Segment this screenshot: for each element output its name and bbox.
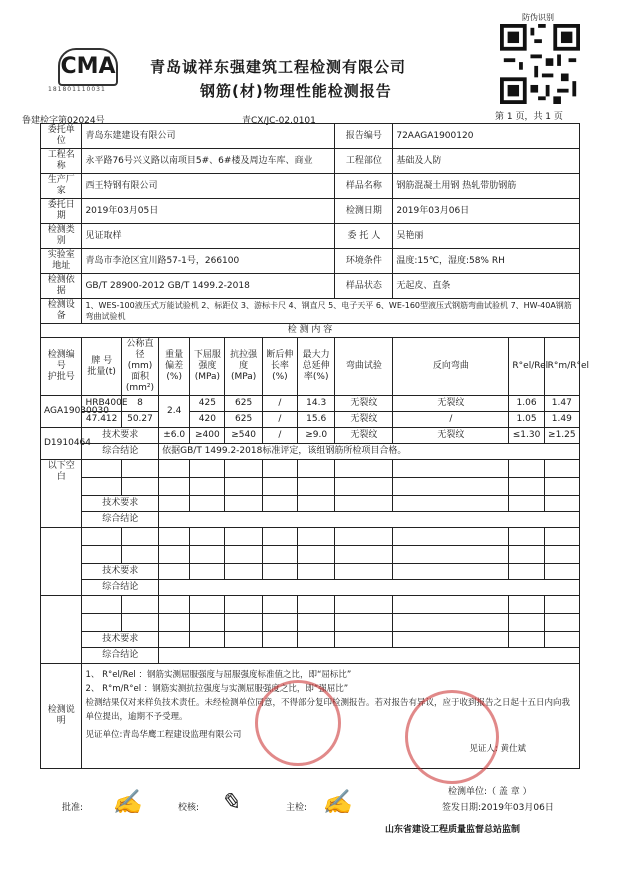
col-ratio2: R°m/R°el [544, 338, 579, 396]
col-maxel: 最大力总延伸率(%) [298, 338, 335, 396]
state-label: 样品状态 [335, 274, 393, 299]
lab-address-label: 实验室地址 [41, 249, 82, 274]
row1-maxel: 14.3 [298, 396, 335, 412]
sample-value: 钢筋混凝土用钢 热轧带肋钢筋 [393, 174, 580, 199]
row2-ratio1: 1.05 [509, 412, 544, 428]
blank-label: 以下空白 [41, 460, 82, 528]
state-value: 无起皮、直条 [393, 274, 580, 299]
report-no-value: 72AAGA1900120 [393, 124, 580, 149]
req-maxel: ≥9.0 [298, 428, 335, 444]
report-table [40, 123, 589, 769]
row1-yield: 425 [190, 396, 225, 412]
col-area: 面积(mm²) [125, 372, 155, 393]
sample-dia: 8 [121, 396, 158, 412]
company-title: 青岛诚祥东强建筑工程检测有限公司 [150, 58, 407, 76]
comp-concl-label: 综合结论 [82, 580, 159, 596]
test-date-value: 2019年03月06日 [393, 199, 580, 224]
cma-logo-code: 181801110031 [48, 86, 106, 93]
category-label: 检测类别 [41, 224, 82, 249]
project-value: 永平路76号兴义路以南项目5#、6#楼及周边车库、商业 [82, 149, 335, 174]
entrustor-label: 委 托 人 [335, 224, 393, 249]
part-value: 基础及人防 [393, 149, 580, 174]
test-unit: 检测单位:（ 盖 章 ） [448, 787, 532, 797]
form-number: 青CX/JC-02.0101 [242, 116, 316, 126]
col-grade: 牌 号 [91, 355, 113, 366]
cma-logo: CMA [58, 48, 118, 86]
test-date-label: 检测日期 [335, 199, 393, 224]
lab-address-value: 青岛市李沧区宜川路57-1号，266100 [82, 249, 335, 274]
maker-label: 生产厂家 [41, 174, 82, 199]
col-bend: 弯曲试验 [335, 338, 393, 396]
witness-unit: 见证单位:青岛华鹰工程建设监理有限公司 [85, 730, 242, 740]
tech-req-label: 技术要求 [82, 632, 159, 648]
check-signature: ✎ [220, 788, 241, 816]
entrustor-value: 吴艳丽 [393, 224, 580, 249]
remark-3: 检测结果仅对来样负技术责任。未经检测单位同意，不得部分复印检测报告。若对报告有异议，应于收到报告之日起十五日内向我单位提出，逾期不予受理。 [85, 698, 570, 722]
remark-1: 1、 R°el/Rel ：钢筋实测屈服强度与屈服强度标准值之比，即“屈标比” [85, 670, 352, 680]
col-rebend: 反向弯曲 [393, 338, 509, 396]
row1-tensile: 625 [225, 396, 262, 412]
page-info: 第 1 页，共 1 页 [495, 112, 563, 122]
comp-concl-label: 综合结论 [82, 648, 159, 664]
req-elong: / [262, 428, 297, 444]
sample-label: 样品名称 [335, 174, 393, 199]
col-batch: 批量(t) [87, 366, 116, 377]
col-dia: 公称直径(mm) [126, 339, 154, 371]
req-rebend: 无裂纹 [393, 428, 509, 444]
sample-stub: D1910464 [41, 428, 82, 460]
sample-mass: 2.4 [159, 396, 190, 428]
entrust-date-value: 2019年03月05日 [82, 199, 335, 224]
report-title: 钢筋(材)物理性能检测报告 [200, 82, 392, 100]
sample-grade: HRB400E [82, 396, 121, 412]
supervisor: 山东省建设工程质量监督总站监制 [385, 825, 521, 835]
maker-value: 西王特钢有限公司 [82, 174, 335, 199]
req-yield: ≥400 [190, 428, 225, 444]
sample-area: 50.27 [121, 412, 158, 428]
seal-stamp [255, 680, 341, 766]
row1-bend: 无裂纹 [335, 396, 393, 412]
approve-signature: ✍ [112, 788, 142, 816]
check-label: 校核: [178, 803, 200, 813]
basis-value: GB/T 28900-2012 GB/T 1499.2-2018 [82, 274, 335, 299]
row2-maxel: 15.6 [298, 412, 335, 428]
remark-2: 2、 R°m/R°el ：钢筋实测抗拉强度与实测屈服强度之比，即“强屈比” [85, 684, 349, 694]
report-no-label: 报告编号 [335, 124, 393, 149]
req-ratio2: ≥1.25 [544, 428, 579, 444]
env-value: 温度:15℃，湿度:58% RH [393, 249, 580, 274]
part-label: 工程部位 [335, 149, 393, 174]
seal-stamp [405, 690, 499, 784]
row2-ratio2: 1.49 [544, 412, 579, 428]
qr-label: 防伪识别 [522, 13, 554, 22]
req-mass: ±6.0 [159, 428, 190, 444]
row2-tensile: 625 [225, 412, 262, 428]
tech-req-label: 技术要求 [82, 496, 159, 512]
env-label: 环境条件 [335, 249, 393, 274]
issue-date: 签发日期:2019年03月06日 [442, 803, 554, 813]
remarks-label: 检测说明 [41, 664, 82, 769]
col-stub: 护批号 [47, 372, 75, 382]
col-no: 检测编号 [47, 350, 75, 371]
col-yield: 下屈服强度(MPa) [190, 338, 225, 396]
row2-yield: 420 [190, 412, 225, 428]
sample-batch: 47.412 [82, 412, 121, 428]
project-label: 工程名称 [41, 149, 82, 174]
row1-ratio1: 1.06 [509, 396, 544, 412]
col-elong: 断后伸长率(%) [262, 338, 297, 396]
col-ratio1: R°el/Rel [509, 338, 544, 396]
review-signature: ✍ [322, 788, 352, 816]
req-ratio1: ≤1.30 [509, 428, 544, 444]
req-label: 技术要求 [82, 428, 159, 444]
entrust-date-label: 委托日期 [41, 199, 82, 224]
req-tensile: ≥540 [225, 428, 262, 444]
category-value: 见证取样 [82, 224, 335, 249]
row2-elong: / [262, 412, 297, 428]
concl-value: 依据GB/T 1499.2-2018标准评定，该组钢筋所检项目合格。 [159, 444, 580, 460]
row1-rebend: 无裂纹 [393, 396, 509, 412]
review-label: 主检: [286, 803, 308, 813]
equipment-value: 1、WES-100液压式万能试验机 2、标距仪 3、游标卡尺 4、钢直尺 5、电子天平 6、WE-160型液压式钢筋弯曲试验机 7、HW-40A钢筋弯曲试验机 [82, 299, 580, 324]
basis-label: 检测依据 [41, 274, 82, 299]
witness-person: 见证人: 黄仕斌 [469, 744, 526, 754]
approve-label: 批准: [62, 803, 84, 813]
col-tensile: 抗拉强度(MPa) [225, 338, 262, 396]
client-label: 委托单位 [41, 124, 82, 149]
row2-bend: 无裂纹 [335, 412, 393, 428]
concl-label: 综合结论 [82, 444, 159, 460]
client-value: 青岛东建建设有限公司 [82, 124, 335, 149]
tech-req-label: 技术要求 [82, 564, 159, 580]
qr-code-icon [500, 24, 580, 104]
sample-no: AGA19030030 [41, 396, 82, 428]
cert-number: 鲁建检字第02024号 [22, 116, 105, 126]
content-title: 检 测 内 容 [41, 324, 580, 338]
row1-ratio2: 1.47 [544, 396, 579, 412]
equipment-label: 检测设备 [41, 299, 82, 324]
row2-rebend: / [393, 412, 509, 428]
req-bend: 无裂纹 [335, 428, 393, 444]
comp-concl-label: 综合结论 [82, 512, 159, 528]
row1-elong: / [262, 396, 297, 412]
col-mass: 重量偏差(%) [159, 338, 190, 396]
